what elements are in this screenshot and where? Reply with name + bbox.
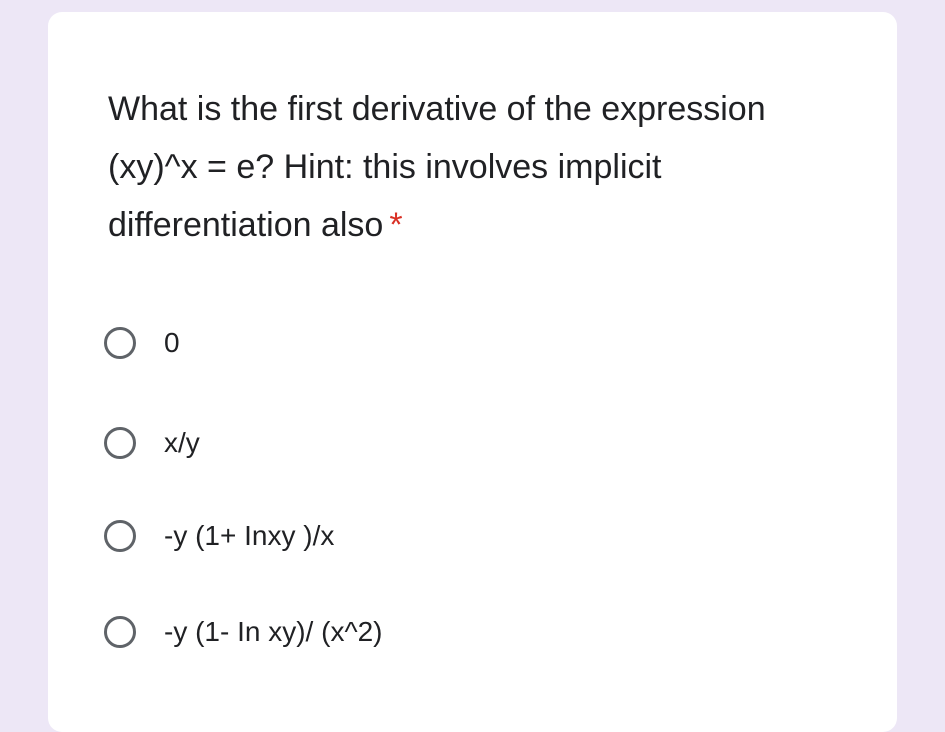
option-label-neg-y-1-minus-lnxy: -y (1- In xy)/ (x^2)	[164, 616, 383, 647]
radio-button-x-over-y[interactable]	[104, 427, 136, 459]
question-text: What is the first derivative of the expression (xy)^x = e? Hint: this involves implicit differentiation also	[108, 90, 766, 244]
radio-button-neg-y-1-minus-lnxy[interactable]	[104, 616, 136, 648]
option-label-0: 0	[164, 327, 180, 358]
question-title	[108, 80, 828, 254]
required-asterisk: *	[389, 206, 403, 244]
option-neg-y-1-plus-lnxy[interactable]	[104, 516, 334, 556]
option-neg-y-1-minus-lnxy[interactable]	[104, 612, 382, 652]
radio-button-0[interactable]	[104, 327, 136, 359]
option-label-neg-y-1-plus-lnxy: -y (1+ Inxy )/x	[164, 520, 335, 551]
option-label-x-over-y: x/y	[164, 427, 200, 458]
radio-button-neg-y-1-plus-lnxy[interactable]	[104, 520, 136, 552]
option-0[interactable]	[104, 323, 180, 363]
option-x-over-y[interactable]	[104, 423, 200, 463]
question-card	[48, 12, 897, 732]
